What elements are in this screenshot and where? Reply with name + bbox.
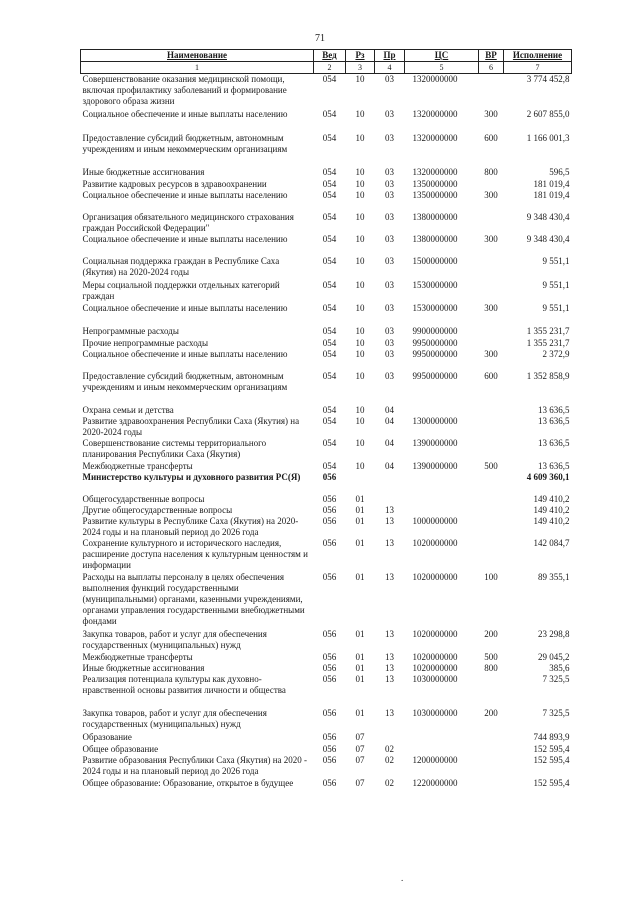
row-pr: 03 (385, 211, 394, 222)
row-amount: 9 551,1 (542, 302, 570, 313)
table-row (81, 438, 572, 461)
row-pr: 13 (385, 515, 394, 526)
row-ved: 056 (322, 707, 337, 718)
row-pr: 03 (385, 279, 394, 290)
row-amount: 9 551,1 (542, 255, 570, 266)
row-ved: 056 (322, 493, 337, 504)
table-row (81, 732, 572, 744)
row-rz: 10 (355, 279, 365, 290)
row-rz: 10 (355, 189, 365, 200)
row-ved: 054 (322, 302, 337, 313)
row-cs: 9950000000 (412, 337, 458, 348)
table-row (81, 778, 572, 789)
row-vr (479, 280, 504, 303)
row-name: Предоставление субсидий бюджетным, автономным учреждениям и иным некоммерческим организациям (82, 370, 288, 392)
row-rz: 07 (355, 743, 365, 754)
row-name: Социальное обеспечение и иные выплаты населению (82, 189, 288, 200)
row-amount: 149 410,2 (533, 493, 570, 504)
row-pr: 03 (385, 132, 394, 143)
row-rz: 10 (355, 404, 365, 415)
table-row (81, 652, 572, 663)
row-cs: 1320000000 (412, 108, 458, 119)
header-num: 6 (479, 62, 504, 74)
row-amount: 152 595,4 (533, 743, 570, 754)
row-pr: 02 (385, 743, 394, 754)
row-pr: 13 (385, 537, 394, 548)
row-name: Межбюджетные трансферты (82, 460, 193, 471)
table-row (81, 167, 572, 179)
row-cs: 1200000000 (412, 754, 458, 765)
row-pr: 13 (385, 707, 394, 718)
row-cs: 1380000000 (412, 211, 458, 222)
row-ved: 054 (322, 189, 337, 200)
row-ved: 054 (322, 255, 337, 266)
row-rz: 01 (355, 493, 365, 504)
row-vr (479, 516, 504, 538)
header-rz: Рз (346, 50, 375, 62)
row-vr: 200 (484, 707, 498, 718)
row-vr (479, 755, 504, 778)
row-rz: 01 (355, 662, 365, 673)
row-amount: 596,5 (549, 166, 570, 177)
row-cs: 1390000000 (412, 437, 458, 448)
row-name: Образование (82, 731, 132, 742)
header-num: 1 (81, 62, 314, 74)
row-amount: 181 019,4 (533, 178, 570, 189)
row-name: Социальное обеспечение и иные выплаты населению (82, 233, 288, 244)
row-vr: 300 (484, 108, 498, 119)
row-ved: 054 (322, 460, 337, 471)
row-ved: 054 (322, 132, 337, 143)
row-cs: 1320000000 (412, 74, 458, 84)
row-pr: 13 (385, 673, 394, 684)
row-amount: 385,6 (549, 662, 570, 673)
row-pr: 03 (385, 302, 394, 313)
row-amount: 13 636,5 (538, 460, 570, 471)
table-header (81, 50, 572, 74)
row-ved: 054 (322, 233, 337, 244)
row-name: Социальное обеспечение и иные выплаты населению (82, 302, 288, 313)
row-vr (479, 74, 504, 109)
table-row (81, 326, 572, 338)
row-amount: 4 609 360,1 (526, 471, 570, 482)
header-vr: ВР (479, 50, 504, 62)
row-rz: 07 (355, 731, 365, 742)
table-row (81, 416, 572, 438)
row-cs: 1020000000 (412, 537, 458, 548)
table-row (81, 212, 572, 234)
row-rz (346, 472, 375, 494)
row-pr: 13 (385, 504, 394, 515)
table-row (81, 338, 572, 349)
row-vr (479, 256, 504, 280)
row-amount: 152 595,4 (533, 754, 570, 765)
row-name: Непрограммные расходы (82, 325, 179, 336)
row-amount: 152 595,4 (533, 777, 570, 788)
row-vr (479, 438, 504, 461)
row-amount: 1 352 858,9 (526, 370, 570, 381)
row-name: Социальная поддержка граждан в Республике Саха (Якутия) на 2020-2024 годы (82, 255, 280, 277)
row-ved: 056 (322, 754, 337, 765)
row-cs: 1220000000 (412, 777, 458, 788)
row-amount: 13 636,5 (538, 437, 570, 448)
row-vr: 300 (484, 348, 498, 359)
row-pr: 03 (385, 178, 394, 189)
row-name: Общее образование (82, 743, 159, 754)
row-ved: 056 (322, 662, 337, 673)
page-mark: . (401, 873, 404, 883)
table-row (81, 494, 572, 505)
row-amount: 3 774 452,8 (526, 74, 570, 84)
row-pr: 03 (385, 348, 394, 359)
row-rz: 10 (355, 108, 365, 119)
row-ved: 054 (322, 211, 337, 222)
row-vr (479, 212, 504, 234)
row-ved: 054 (322, 74, 337, 84)
row-vr: 300 (484, 189, 498, 200)
row-rz: 10 (355, 166, 365, 177)
table-row (81, 505, 572, 516)
table-row (81, 516, 572, 538)
row-ved: 056 (322, 471, 337, 482)
row-name: Иные бюджетные ассигнования (82, 166, 205, 177)
row-ved: 054 (322, 437, 337, 448)
row-pr (375, 494, 405, 505)
row-vr (479, 538, 504, 572)
row-ved: 056 (322, 515, 337, 526)
table-row (81, 629, 572, 652)
row-vr: 100 (484, 571, 498, 582)
row-cs: 9900000000 (412, 325, 458, 336)
table-row (81, 405, 572, 416)
row-cs: 1300000000 (412, 415, 458, 426)
row-amount: 744 893,9 (533, 731, 570, 742)
header-ved: Вед (314, 50, 346, 62)
table-body (81, 74, 572, 789)
table-row (81, 109, 572, 133)
row-name: Министерство культуры и духовного развития РС(Я) (82, 471, 301, 482)
row-cs: 1320000000 (412, 166, 458, 177)
row-ved: 056 (322, 504, 337, 515)
row-rz: 01 (355, 707, 365, 718)
row-pr: 03 (385, 255, 394, 266)
row-vr (479, 744, 504, 755)
row-pr: 04 (385, 415, 394, 426)
row-cs: 1020000000 (412, 571, 458, 582)
row-name: Развитие культуры в Республике Саха (Якутия) на 2020-2024 годы и на плановый период до 2026 года (82, 515, 299, 537)
row-vr: 300 (484, 302, 498, 313)
row-pr: 03 (385, 74, 394, 84)
row-name: Сохранение культурного и исторического наследия, расширение доступа населения к культурным ценностям и информации (82, 537, 308, 570)
row-vr (479, 472, 504, 494)
row-pr (375, 472, 405, 494)
row-name: Развитие здравоохранения Республики Саха (Якутия) на 2020-2024 годы (82, 415, 300, 437)
row-name: Общегосударственные вопросы (82, 493, 205, 504)
row-cs: 1320000000 (412, 132, 458, 143)
row-name: Совершенствование системы территориального планирования Республики Саха (Якутия) (82, 437, 267, 459)
row-vr (479, 179, 504, 190)
row-rz: 10 (355, 302, 365, 313)
row-amount: 142 084,7 (533, 537, 570, 548)
row-pr: 03 (385, 233, 394, 244)
row-name: Общее образование: Образование, открытое в будущее (82, 777, 294, 788)
row-name: Другие общегосударственные вопросы (82, 504, 233, 515)
row-ved: 056 (322, 673, 337, 684)
table-row (81, 708, 572, 732)
header-num: 7 (504, 62, 572, 74)
row-rz: 10 (355, 233, 365, 244)
table-row (81, 538, 572, 572)
row-amount: 149 410,2 (533, 515, 570, 526)
row-amount: 181 019,4 (533, 189, 570, 200)
row-ved: 054 (322, 415, 337, 426)
table-row (81, 472, 572, 494)
row-amount: 7 325,5 (542, 673, 570, 684)
row-vr: 600 (484, 370, 498, 381)
table-row (81, 349, 572, 371)
row-amount: 2 607 855,0 (526, 108, 570, 119)
row-ved: 054 (322, 166, 337, 177)
row-name: Расходы на выплаты персоналу в целях обеспечения выполнения функций государственными (муниципальными) органами, казенными учреждениями, органами управления государственными внебюджетными фондами (82, 571, 305, 626)
row-name: Охрана семьи и детства (82, 404, 174, 415)
row-cs: 1530000000 (412, 302, 458, 313)
row-amount: 89 355,1 (538, 571, 570, 582)
header-amount: Исполнение (504, 50, 572, 62)
table-row (81, 572, 572, 629)
row-ved: 056 (322, 777, 337, 788)
row-ved: 056 (322, 743, 337, 754)
row-vr: 200 (484, 628, 498, 639)
row-cs (405, 505, 479, 516)
table-row (81, 461, 572, 472)
row-vr: 800 (484, 662, 498, 673)
row-amount: 1 166 001,3 (526, 132, 570, 143)
row-vr (479, 326, 504, 338)
row-rz: 10 (355, 325, 365, 336)
row-rz: 01 (355, 628, 365, 639)
row-cs: 1500000000 (412, 255, 458, 266)
row-ved: 056 (322, 628, 337, 639)
row-pr: 13 (385, 571, 394, 582)
row-vr (479, 494, 504, 505)
row-pr: 04 (385, 404, 394, 415)
row-vr: 600 (484, 132, 498, 143)
row-pr (375, 732, 405, 744)
row-vr: 500 (484, 460, 498, 471)
table-row (81, 371, 572, 405)
row-rz: 10 (355, 255, 365, 266)
row-rz: 01 (355, 571, 365, 582)
row-cs: 1020000000 (412, 651, 458, 662)
row-rz: 10 (355, 337, 365, 348)
row-name: Закупка товаров, работ и услуг для обеспечения государственных (муниципальных) нужд (82, 628, 267, 650)
row-name: Реализация потенциала культуры как духовно-нравственной основы развития личности и общества (82, 673, 286, 695)
row-pr: 02 (385, 777, 394, 788)
header-num: 2 (314, 62, 346, 74)
row-vr: 500 (484, 651, 498, 662)
row-rz: 07 (355, 754, 365, 765)
row-pr: 04 (385, 437, 394, 448)
row-rz: 01 (355, 651, 365, 662)
row-pr: 04 (385, 460, 394, 471)
row-vr (479, 338, 504, 349)
row-ved: 054 (322, 279, 337, 290)
row-pr: 03 (385, 166, 394, 177)
row-pr: 13 (385, 628, 394, 639)
row-amount: 9 348 430,4 (526, 233, 570, 244)
row-rz: 01 (355, 504, 365, 515)
row-cs: 9950000000 (412, 370, 458, 381)
row-rz: 01 (355, 537, 365, 548)
row-amount: 13 636,5 (538, 415, 570, 426)
row-vr (479, 416, 504, 438)
row-ved: 056 (322, 651, 337, 662)
row-cs: 1020000000 (412, 628, 458, 639)
row-name: Развитие кадровых ресурсов в здравоохранении (82, 178, 267, 189)
row-cs: 1000000000 (412, 515, 458, 526)
row-vr (479, 405, 504, 416)
row-vr (479, 778, 504, 789)
row-cs (405, 405, 479, 416)
row-cs: 1020000000 (412, 662, 458, 673)
row-amount: 1 355 231,7 (526, 325, 570, 336)
row-ved: 054 (322, 325, 337, 336)
row-rz: 10 (355, 211, 365, 222)
row-rz: 10 (355, 415, 365, 426)
row-name: Социальное обеспечение и иные выплаты населению (82, 348, 288, 359)
row-name: Предоставление субсидий бюджетным, автономным учреждениям и иным некоммерческим организациям (82, 132, 288, 154)
row-name: Межбюджетные трансферты (82, 651, 193, 662)
row-cs: 1530000000 (412, 279, 458, 290)
row-amount: 149 410,2 (533, 504, 570, 515)
row-cs: 1030000000 (412, 673, 458, 684)
header-num: 4 (375, 62, 405, 74)
row-cs (405, 472, 479, 494)
table-row (81, 133, 572, 167)
row-name: Иные бюджетные ассигнования (82, 662, 205, 673)
row-rz: 10 (355, 132, 365, 143)
row-name: Развитие образования Республики Саха (Якутия) на 2020 - 2024 годы и на плановый период до 2026 года (82, 754, 308, 776)
row-pr: 03 (385, 189, 394, 200)
row-ved: 054 (322, 108, 337, 119)
header-pr: Пр (375, 50, 405, 62)
table-row (81, 280, 572, 303)
table-row (81, 674, 572, 708)
row-amount: 1 355 231,7 (526, 337, 570, 348)
row-amount: 13 636,5 (538, 404, 570, 415)
row-vr (479, 505, 504, 516)
row-ved: 056 (322, 731, 337, 742)
row-ved: 054 (322, 404, 337, 415)
row-name: Прочие непрограммные расходы (82, 337, 209, 348)
row-cs: 1350000000 (412, 189, 458, 200)
page-number: 71 (315, 33, 325, 44)
table-row (81, 303, 572, 326)
row-rz: 01 (355, 515, 365, 526)
header-name: Наименование (81, 50, 314, 62)
row-rz: 01 (355, 673, 365, 684)
row-cs: 1030000000 (412, 707, 458, 718)
row-pr: 03 (385, 108, 394, 119)
row-pr: 13 (385, 651, 394, 662)
row-rz: 10 (355, 460, 365, 471)
row-amount: 7 325,5 (542, 707, 570, 718)
row-name: Совершенствование оказания медицинской помощи, включая профилактику заболеваний и формирование здорового образа жизни (82, 74, 287, 106)
row-rz: 10 (355, 370, 365, 381)
row-amount: 2 372,9 (542, 348, 570, 359)
row-cs (405, 744, 479, 755)
budget-table (80, 49, 572, 789)
row-amount: 23 298,8 (538, 628, 570, 639)
table-row (81, 256, 572, 280)
row-vr (479, 732, 504, 744)
row-pr: 03 (385, 370, 394, 381)
table-row (81, 234, 572, 256)
row-name: Организация обязательного медицинского страхования граждан Российской Федерации" (82, 211, 294, 233)
row-cs: 1350000000 (412, 178, 458, 189)
table-row (81, 190, 572, 212)
row-rz: 10 (355, 74, 365, 84)
row-ved: 054 (322, 370, 337, 381)
table-row (81, 179, 572, 190)
row-pr: 13 (385, 662, 394, 673)
row-vr: 300 (484, 233, 498, 244)
header-cs: ЦС (405, 50, 479, 62)
row-pr: 02 (385, 754, 394, 765)
row-cs: 9950000000 (412, 348, 458, 359)
row-amount: 9 551,1 (542, 279, 570, 290)
header-num: 3 (346, 62, 375, 74)
row-rz: 10 (355, 348, 365, 359)
row-vr (479, 674, 504, 708)
row-rz: 10 (355, 437, 365, 448)
row-vr: 800 (484, 166, 498, 177)
row-cs: 1390000000 (412, 460, 458, 471)
row-rz: 07 (355, 777, 365, 788)
row-ved: 054 (322, 337, 337, 348)
row-ved: 054 (322, 348, 337, 359)
row-ved: 056 (322, 537, 337, 548)
row-ved: 054 (322, 178, 337, 189)
row-amount: 29 045,2 (538, 651, 570, 662)
row-rz: 10 (355, 178, 365, 189)
row-ved: 056 (322, 571, 337, 582)
header-num: 5 (405, 62, 479, 74)
row-pr: 03 (385, 325, 394, 336)
row-cs (405, 732, 479, 744)
table-row (81, 74, 572, 109)
table-row (81, 744, 572, 755)
row-amount: 9 348 430,4 (526, 211, 570, 222)
row-name: Меры социальной поддержки отдельных категорий граждан (82, 279, 280, 301)
table-row (81, 755, 572, 778)
row-name: Социальное обеспечение и иные выплаты населению (82, 108, 288, 119)
row-name: Закупка товаров, работ и услуг для обеспечения государственных (муниципальных) нужд (82, 707, 267, 729)
row-cs (405, 494, 479, 505)
row-pr: 03 (385, 337, 394, 348)
table-row (81, 663, 572, 674)
row-cs: 1380000000 (412, 233, 458, 244)
